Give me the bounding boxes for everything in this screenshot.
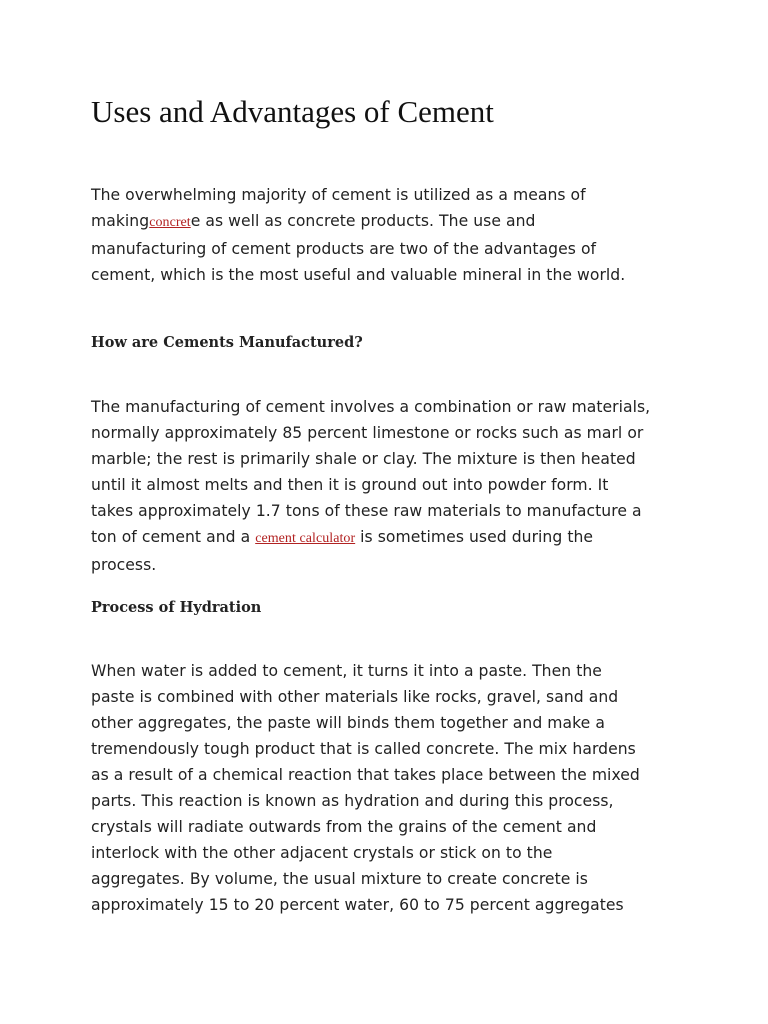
hydration-line-2: paste is combined with other materials like rocks, gravel, sand and [91, 688, 619, 706]
intro-line-2-text-start: making [91, 212, 150, 230]
hydration-line-4: tremendously tough product that is called concrete. The mix hardens [91, 740, 636, 758]
manufacturing-line-5: takes approximately 1.7 tons of these raw materials to manufacture a [91, 502, 642, 520]
hydration-line-8: interlock with the other adjacent crystals or stick on to the [91, 844, 553, 862]
article-title: Uses and Advantages of Cement [91, 94, 494, 129]
hydration-paragraph [91, 658, 681, 918]
hydration-line-3: other aggregates, the paste will binds them together and make a [91, 714, 605, 732]
hydration-line-1: When water is added to cement, it turns it into a paste. Then the [91, 662, 602, 680]
intro-line-2 [91, 208, 681, 236]
manufacturing-line-2: normally approximately 85 percent limestone or rocks such as marl or [91, 424, 644, 442]
hydration-heading: Process of Hydration [91, 599, 262, 616]
cement-calculator-link[interactable]: cement calculator [255, 531, 356, 546]
hydration-line-5: as a result of a chemical reaction that takes place between the mixed [91, 766, 640, 784]
intro-line-4: cement, which is the most useful and valuable mineral in the world. [91, 266, 626, 284]
hydration-line-10: approximately 15 to 20 percent water, 60 to 75 percent aggregates [91, 896, 624, 914]
manufacturing-line-7: process. [91, 556, 157, 574]
intro-line-3: manufacturing of cement products are two of the advantages of [91, 240, 597, 258]
manufacturing-line-4: until it almost melts and then it is ground out into powder form. It [91, 476, 609, 494]
hydration-line-6: parts. This reaction is known as hydration and during this process, [91, 792, 614, 810]
hydration-line-7: crystals will radiate outwards from the grains of the cement and [91, 818, 597, 836]
concrete-link[interactable]: concret [149, 215, 191, 230]
manufacturing-line-6-text-start: ton of cement and a [91, 528, 256, 546]
manufacturing-line-6 [91, 524, 681, 552]
intro-line-1: The overwhelming majority of cement is utilized as a means of [91, 186, 586, 204]
intro-paragraph [91, 182, 681, 288]
manufacturing-line-6-text-end: is sometimes used during the [355, 528, 594, 546]
intro-line-2-text-end: e as well as concrete products. The use and [190, 212, 536, 230]
manufacturing-line-1: The manufacturing of cement involves a combination or raw materials, [91, 398, 651, 416]
hydration-line-9: aggregates. By volume, the usual mixture to create concrete is [91, 870, 588, 888]
manufacturing-heading: How are Cements Manufactured? [91, 334, 363, 351]
manufacturing-line-3: marble; the rest is primarily shale or clay. The mixture is then heated [91, 450, 636, 468]
manufacturing-paragraph [91, 394, 681, 578]
